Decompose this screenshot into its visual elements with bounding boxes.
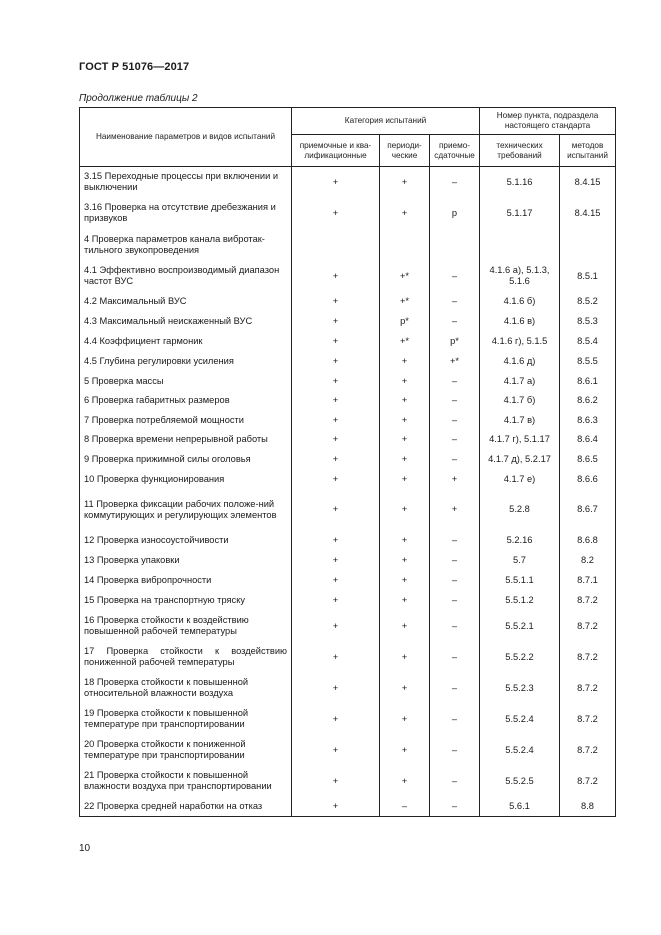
cell-methods: 8.6.8	[560, 531, 616, 551]
table-caption: Продолжение таблицы 2	[79, 93, 198, 104]
table-row	[80, 531, 616, 551]
cell-delivery: –	[430, 261, 480, 292]
cell-periodic: +	[380, 571, 430, 591]
cell-delivery: р*	[430, 332, 480, 352]
cell-acceptance: +	[292, 766, 380, 797]
cell-requirements: 5.5.2.4	[480, 704, 560, 735]
cell-requirements: 4.1.6 д)	[480, 352, 560, 372]
cell-requirements: 4.1.7 г), 5.1.17	[480, 430, 560, 450]
cell-delivery: –	[430, 167, 480, 198]
cell-methods: 8.7.2	[560, 642, 616, 673]
cell-delivery: –	[430, 571, 480, 591]
table-row	[80, 198, 616, 229]
table-row	[80, 167, 616, 198]
cell-acceptance: +	[292, 642, 380, 673]
header-test-category: Категория испытаний	[292, 108, 480, 135]
table-row	[80, 430, 616, 450]
cell-parameter-name: 21 Проверка стойкости к повышенной влажности воздуха при транспортировании	[80, 766, 292, 797]
table-row	[80, 704, 616, 735]
cell-periodic: +	[380, 673, 430, 704]
cell-periodic: +	[380, 531, 430, 551]
cell-methods: 8.4.15	[560, 167, 616, 198]
header-acceptance: приемочные и ква-лификационные	[292, 135, 380, 167]
cell-acceptance: +	[292, 735, 380, 766]
header-delivery: приемо-сдаточные	[430, 135, 480, 167]
cell-delivery: –	[430, 673, 480, 704]
cell-periodic: +*	[380, 332, 430, 352]
cell-methods: 8.7.2	[560, 591, 616, 611]
cell-parameter-name: 22 Проверка средней наработки на отказ	[80, 797, 292, 817]
cell-parameter-name: 8 Проверка времени непрерывной работы	[80, 430, 292, 450]
cell-methods: 8.6.5	[560, 450, 616, 470]
cell-requirements: 5.5.2.4	[480, 735, 560, 766]
cell-methods	[560, 229, 616, 261]
cell-methods: 8.6.6	[560, 470, 616, 489]
cell-acceptance: +	[292, 261, 380, 292]
cell-parameter-name: 6 Проверка габаритных размеров	[80, 391, 292, 411]
cell-requirements: 4.1.6 г), 5.1.5	[480, 332, 560, 352]
page-number: 10	[79, 843, 91, 854]
header-parameter-name: Наименование параметров и видов испытаний	[80, 108, 292, 167]
cell-acceptance: +	[292, 411, 380, 430]
cell-periodic: +	[380, 704, 430, 735]
cell-requirements: 4.1.6 а), 5.1.3, 5.1.6	[480, 261, 560, 292]
cell-acceptance: +	[292, 450, 380, 470]
cell-parameter-name: 20 Проверка стойкости к пониженной температуре при транспортировании	[80, 735, 292, 766]
cell-delivery: р	[430, 198, 480, 229]
table-row	[80, 642, 616, 673]
cell-parameter-name: 17 Проверка стойкости к воздействию пониженной рабочей температуры	[80, 642, 292, 673]
header-periodic: периоди-ческие	[380, 135, 430, 167]
header-requirements: технических требований	[480, 135, 560, 167]
table-row	[80, 352, 616, 372]
cell-requirements: 5.5.1.2	[480, 591, 560, 611]
cell-requirements: 4.1.6 б)	[480, 292, 560, 312]
cell-periodic: +	[380, 551, 430, 571]
cell-requirements: 5.2.8	[480, 489, 560, 531]
table-row	[80, 489, 616, 531]
cell-delivery: –	[430, 591, 480, 611]
cell-parameter-name: 19 Проверка стойкости к повышенной температуре при транспортировании	[80, 704, 292, 735]
cell-requirements: 4.1.7 д), 5.2.17	[480, 450, 560, 470]
table-row	[80, 470, 616, 489]
cell-delivery: –	[430, 797, 480, 817]
cell-methods: 8.6.4	[560, 430, 616, 450]
cell-parameter-name: 15 Проверка на транспортную тряску	[80, 591, 292, 611]
cell-periodic: +	[380, 391, 430, 411]
cell-acceptance: +	[292, 551, 380, 571]
cell-parameter-name: 4.1 Эффективно воспроизводимый диапазон частот ВУС	[80, 261, 292, 292]
cell-methods: 8.5.3	[560, 312, 616, 332]
table-row	[80, 229, 616, 261]
cell-periodic: +	[380, 735, 430, 766]
cell-requirements: 5.7	[480, 551, 560, 571]
table-row	[80, 372, 616, 391]
cell-delivery: –	[430, 735, 480, 766]
table-row	[80, 611, 616, 642]
cell-parameter-name: 14 Проверка вибропрочности	[80, 571, 292, 591]
table-row	[80, 735, 616, 766]
cell-acceptance: +	[292, 673, 380, 704]
table-row	[80, 312, 616, 332]
cell-periodic: +	[380, 591, 430, 611]
table-header	[80, 108, 616, 167]
cell-delivery	[430, 229, 480, 261]
table-row	[80, 766, 616, 797]
cell-delivery: –	[430, 450, 480, 470]
cell-parameter-name: 4.5 Глубина регулировки усиления	[80, 352, 292, 372]
cell-acceptance: +	[292, 531, 380, 551]
cell-periodic: +*	[380, 292, 430, 312]
cell-parameter-name: 10 Проверка функционирования	[80, 470, 292, 489]
cell-parameter-name: 4.2 Максимальный ВУС	[80, 292, 292, 312]
header-clause-number: Номер пункта, подраздела настоящего стандарта	[480, 108, 616, 135]
cell-methods: 8.4.15	[560, 198, 616, 229]
cell-methods: 8.6.2	[560, 391, 616, 411]
cell-parameter-name: 18 Проверка стойкости к повышенной относительной влажности воздуха	[80, 673, 292, 704]
cell-periodic: р*	[380, 312, 430, 332]
table-row	[80, 292, 616, 312]
cell-acceptance: +	[292, 571, 380, 591]
cell-requirements: 4.1.7 в)	[480, 411, 560, 430]
cell-periodic: +	[380, 450, 430, 470]
cell-acceptance: +	[292, 292, 380, 312]
cell-parameter-name: 4.4 Коэффициент гармоник	[80, 332, 292, 352]
cell-acceptance: +	[292, 312, 380, 332]
cell-requirements: 5.5.2.5	[480, 766, 560, 797]
table-row	[80, 332, 616, 352]
cell-delivery: –	[430, 391, 480, 411]
table-row	[80, 551, 616, 571]
table-row	[80, 673, 616, 704]
cell-acceptance: +	[292, 372, 380, 391]
cell-requirements	[480, 229, 560, 261]
document-header: ГОСТ Р 51076—2017	[79, 61, 190, 73]
cell-requirements: 5.1.17	[480, 198, 560, 229]
table-row	[80, 571, 616, 591]
cell-requirements: 5.5.1.1	[480, 571, 560, 591]
cell-periodic: +	[380, 198, 430, 229]
cell-acceptance: +	[292, 797, 380, 817]
cell-methods: 8.8	[560, 797, 616, 817]
cell-periodic: +*	[380, 261, 430, 292]
table-row	[80, 391, 616, 411]
cell-methods: 8.5.5	[560, 352, 616, 372]
cell-periodic: +	[380, 167, 430, 198]
cell-requirements: 5.5.2.2	[480, 642, 560, 673]
cell-parameter-name: 7 Проверка потребляемой мощности	[80, 411, 292, 430]
cell-methods: 8.7.2	[560, 611, 616, 642]
cell-methods: 8.7.2	[560, 735, 616, 766]
cell-methods: 8.7.2	[560, 673, 616, 704]
cell-methods: 8.6.1	[560, 372, 616, 391]
cell-methods: 8.5.4	[560, 332, 616, 352]
cell-acceptance: +	[292, 489, 380, 531]
cell-acceptance: +	[292, 430, 380, 450]
cell-delivery: –	[430, 372, 480, 391]
cell-delivery: –	[430, 704, 480, 735]
cell-methods: 8.5.1	[560, 261, 616, 292]
cell-periodic: +	[380, 372, 430, 391]
table-row	[80, 591, 616, 611]
cell-methods: 8.7.2	[560, 766, 616, 797]
cell-parameter-name: 12 Проверка износоустойчивости	[80, 531, 292, 551]
table-row	[80, 261, 616, 292]
cell-methods: 8.6.7	[560, 489, 616, 531]
cell-requirements: 5.2.16	[480, 531, 560, 551]
cell-acceptance	[292, 229, 380, 261]
cell-parameter-name: 13 Проверка упаковки	[80, 551, 292, 571]
cell-acceptance: +	[292, 611, 380, 642]
cell-parameter-name: 4 Проверка параметров канала вибротак-тильного звукопроведения	[80, 229, 292, 261]
cell-parameter-name: 11 Проверка фиксации рабочих положе-ний коммутирующих и регулирующих элементов	[80, 489, 292, 531]
cell-parameter-name: 9 Проверка прижимной силы оголовья	[80, 450, 292, 470]
cell-delivery: –	[430, 551, 480, 571]
cell-periodic: +	[380, 611, 430, 642]
cell-periodic: –	[380, 797, 430, 817]
cell-acceptance: +	[292, 332, 380, 352]
cell-parameter-name: 4.3 Максимальный неискаженный ВУС	[80, 312, 292, 332]
table-row	[80, 411, 616, 430]
cell-periodic: +	[380, 642, 430, 673]
cell-delivery: –	[430, 766, 480, 797]
cell-methods: 8.7.2	[560, 704, 616, 735]
cell-acceptance: +	[292, 352, 380, 372]
table-body	[80, 167, 616, 817]
cell-parameter-name: 16 Проверка стойкости к воздействию повышенной рабочей температуры	[80, 611, 292, 642]
cell-delivery: –	[430, 531, 480, 551]
cell-requirements: 5.5.2.1	[480, 611, 560, 642]
cell-methods: 8.2	[560, 551, 616, 571]
cell-requirements: 4.1.7 б)	[480, 391, 560, 411]
test-table	[79, 107, 616, 817]
cell-delivery: +	[430, 489, 480, 531]
cell-parameter-name: 3.16 Проверка на отсутствие дребезжания и призвуков	[80, 198, 292, 229]
cell-delivery: –	[430, 411, 480, 430]
cell-parameter-name: 5 Проверка массы	[80, 372, 292, 391]
cell-delivery: +	[430, 470, 480, 489]
cell-periodic: +	[380, 489, 430, 531]
cell-delivery: +*	[430, 352, 480, 372]
cell-periodic: +	[380, 470, 430, 489]
header-methods: методов испытаний	[560, 135, 616, 167]
cell-requirements: 4.1.6 в)	[480, 312, 560, 332]
cell-acceptance: +	[292, 704, 380, 735]
cell-requirements: 5.6.1	[480, 797, 560, 817]
cell-acceptance: +	[292, 391, 380, 411]
cell-periodic: +	[380, 352, 430, 372]
cell-acceptance: +	[292, 470, 380, 489]
cell-methods: 8.5.2	[560, 292, 616, 312]
cell-requirements: 4.1.7 а)	[480, 372, 560, 391]
table-row	[80, 797, 616, 817]
cell-methods: 8.6.3	[560, 411, 616, 430]
cell-periodic: +	[380, 430, 430, 450]
cell-delivery: –	[430, 611, 480, 642]
cell-acceptance: +	[292, 198, 380, 229]
cell-methods: 8.7.1	[560, 571, 616, 591]
table-row	[80, 450, 616, 470]
cell-delivery: –	[430, 642, 480, 673]
cell-requirements: 5.5.2.3	[480, 673, 560, 704]
cell-requirements: 5.1.16	[480, 167, 560, 198]
cell-periodic: +	[380, 411, 430, 430]
cell-acceptance: +	[292, 167, 380, 198]
cell-delivery: –	[430, 292, 480, 312]
cell-delivery: –	[430, 430, 480, 450]
cell-parameter-name: 3.15 Переходные процессы при включении и выключении	[80, 167, 292, 198]
cell-delivery: –	[430, 312, 480, 332]
cell-periodic	[380, 229, 430, 261]
cell-acceptance: +	[292, 591, 380, 611]
cell-periodic: +	[380, 766, 430, 797]
cell-requirements: 4.1.7 е)	[480, 470, 560, 489]
